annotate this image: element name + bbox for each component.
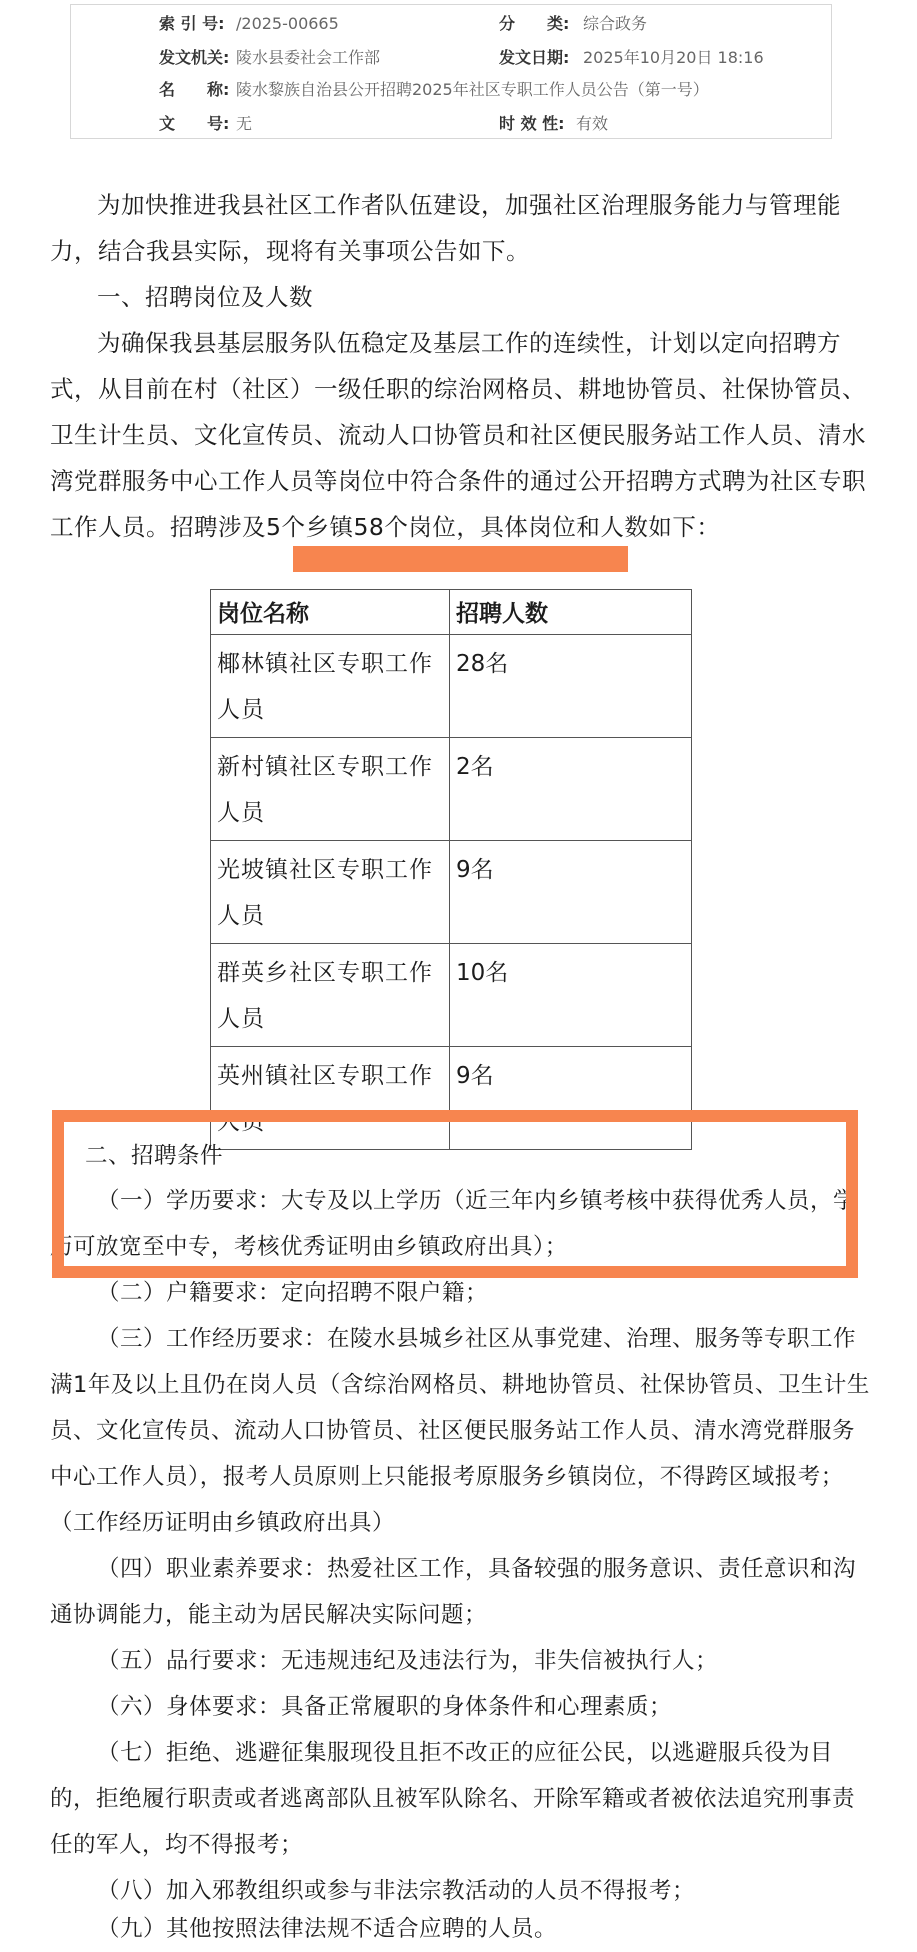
meta-index-label: 索 引 号: xyxy=(159,14,225,33)
table-cell-post: 群英乡社区专职工作人员 xyxy=(211,944,450,1047)
condition-item-5: （五）品行要求：无违规违纪及违法行为，非失信被执行人； xyxy=(97,1648,719,1674)
condition-item-7: （七）拒绝、逃避征集服现役且拒不改正的应征公民，以逃避服兵役为目的，拒绝履行职责或者逃离部队且被军队除名、开除军籍或者被依法追究刑事责任的军人，均不得报考； xyxy=(50,1740,856,1858)
table-row xyxy=(211,635,692,738)
condition-item-3: （三）工作经历要求：在陵水县城乡社区从事党建、治理、服务等专职工作满1年及以上且仍在岗人员（含综治网格员、耕地协管员、社保协管员、卫生计生员、文化宣传员、流动人口协管员、社区便民服务站工作人员、清水湾党群服务中心工作人员），报考人员原则上只能报考原服务乡镇岗位，不得跨区域报考；（工作经历证明由乡镇政府出具） xyxy=(50,1326,870,1536)
condition-item-8: （八）加入邪教组织或参与非法宗教活动的人员不得报考； xyxy=(97,1878,696,1904)
meta-validity-label: 时 效 性: xyxy=(499,114,565,133)
intro-paragraph: 为加快推进我县社区工作者队伍建设，加强社区治理服务能力与管理能力，结合我县实际，现将有关事项公告如下。 xyxy=(50,191,841,265)
condition-item-1: （一）学历要求：大专及以上学历（近三年内乡镇考核中获得优秀人员，学历可放宽至中专，考核优秀证明由乡镇政府出具）； xyxy=(50,1188,857,1260)
meta-index-value: /2025-00665 xyxy=(236,14,339,33)
condition-item-4: （四）职业素养要求：热爱社区工作，具备较强的服务意识、责任意识和沟通协调能力，能主动为居民解决实际问题； xyxy=(50,1556,857,1628)
meta-row-issuer xyxy=(71,41,831,75)
meta-issuer-value: 陵水县委社会工作部 xyxy=(236,48,381,67)
meta-category-value: 综合政务 xyxy=(583,14,648,33)
table-cell-count: 10名 xyxy=(450,944,692,1047)
document-meta-box xyxy=(70,4,832,139)
table-header-row xyxy=(211,590,692,635)
table-cell-count: 9名 xyxy=(450,1047,692,1150)
meta-docno-value: 无 xyxy=(236,114,253,133)
section1-title: 一、招聘岗位及人数 xyxy=(97,283,313,311)
table-cell-post: 英州镇社区专职工作人员 xyxy=(211,1047,450,1150)
meta-category-label: 分 类: xyxy=(499,14,570,33)
meta-issuer-label: 发文机关: xyxy=(159,48,230,67)
table-row xyxy=(211,841,692,944)
table-header-count: 招聘人数 xyxy=(450,590,692,635)
condition-item-9: （九）其他按照法律法规不适合应聘的人员。 xyxy=(97,1916,558,1942)
highlight-marker xyxy=(293,546,628,572)
meta-date-label: 发文日期: xyxy=(499,48,570,67)
meta-name-value: 陵水黎族自治县公开招聘2025年社区专职工作人员公告（第一号） xyxy=(236,80,709,99)
section1-paragraph: 为确保我县基层服务队伍稳定及基层工作的连续性，计划以定向招聘方式，从目前在村（社区）一级任职的综治网格员、耕地协管员、社保协管员、卫生计生员、文化宣传员、流动人口协管员和社区便民服务站工作人员、清水湾党群服务中心工作人员等岗位中符合条件的通过公开招聘方式聘为社区专职工作人员。招聘涉及5个乡镇58个岗位，具体岗位和人数如下： xyxy=(50,329,866,541)
meta-row-docno xyxy=(71,107,831,141)
table-cell-post: 光坡镇社区专职工作人员 xyxy=(211,841,450,944)
meta-row-index xyxy=(71,7,831,41)
table-cell-count: 9名 xyxy=(450,841,692,944)
table-cell-post: 新村镇社区专职工作人员 xyxy=(211,738,450,841)
condition-item-6: （六）身体要求：具备正常履职的身体条件和心理素质； xyxy=(97,1694,673,1720)
table-cell-count: 2名 xyxy=(450,738,692,841)
meta-row-name xyxy=(71,73,831,107)
section2-title: 二、招聘条件 xyxy=(85,1143,224,1169)
highlight-frame xyxy=(52,1110,858,1278)
meta-date-value: 2025年10月20日 18:16 xyxy=(583,48,764,67)
table-cell-post: 椰林镇社区专职工作人员 xyxy=(211,635,450,738)
table-cell-count: 28名 xyxy=(450,635,692,738)
condition-item-2: （二）户籍要求：定向招聘不限户籍； xyxy=(97,1280,489,1306)
table-row xyxy=(211,944,692,1047)
meta-name-label: 名 称: xyxy=(159,80,230,99)
meta-validity-value: 有效 xyxy=(576,114,609,133)
meta-docno-label: 文 号: xyxy=(159,114,230,133)
recruitment-table xyxy=(210,589,692,1150)
table-header-post: 岗位名称 xyxy=(211,590,450,635)
table-row xyxy=(211,738,692,841)
